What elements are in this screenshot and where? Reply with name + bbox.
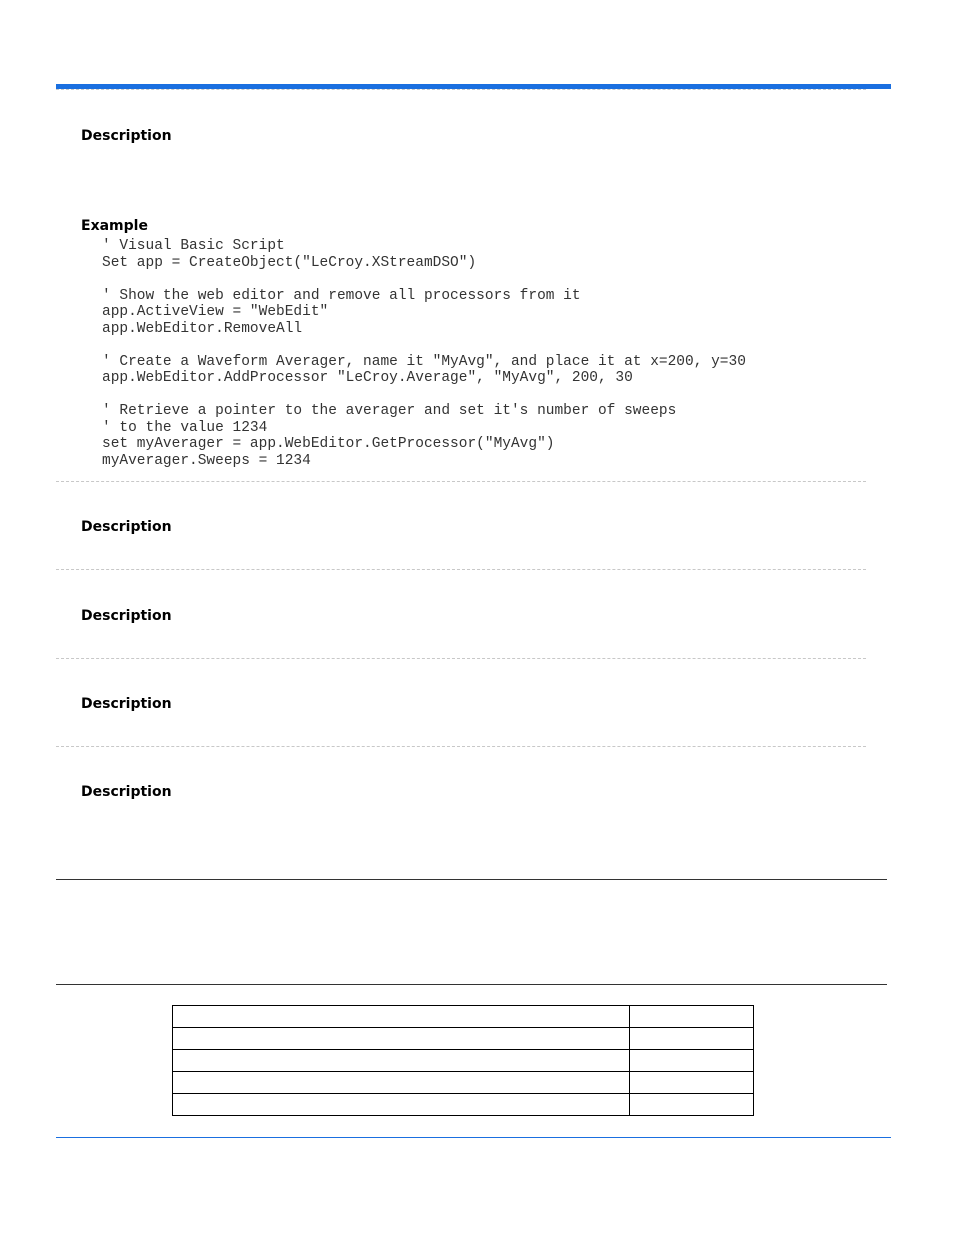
- table-row: [173, 1094, 754, 1116]
- header-dashed-divider: [56, 89, 866, 90]
- dashed-divider: [56, 481, 866, 482]
- footer-rule: [56, 1137, 891, 1138]
- table-row: [173, 1006, 754, 1028]
- table-cell: [173, 1072, 630, 1094]
- table-cell: [630, 1028, 754, 1050]
- section-heading-description: Description: [81, 519, 172, 535]
- section-divider: [56, 984, 887, 985]
- section-heading-description: Description: [81, 128, 172, 144]
- table-cell: [630, 1006, 754, 1028]
- table-cell: [173, 1006, 630, 1028]
- table-cell: [630, 1072, 754, 1094]
- section-heading-description: Description: [81, 696, 172, 712]
- section-heading-description: Description: [81, 608, 172, 624]
- dashed-divider: [56, 746, 866, 747]
- table-cell: [173, 1094, 630, 1116]
- empty-table: [172, 1005, 754, 1116]
- dashed-divider: [56, 569, 866, 570]
- table-row: [173, 1072, 754, 1094]
- section-heading-description: Description: [81, 784, 172, 800]
- table-cell: [173, 1050, 630, 1072]
- table-cell: [173, 1028, 630, 1050]
- table-cell: [630, 1094, 754, 1116]
- code-example: ' Visual Basic Script Set app = CreateObject("LeCroy.XStreamDSO") ' Show the web editor and remove all processors from it app.ActiveView = "WebEdit" app.WebEditor.RemoveAll ' Create a Waveform Averager, name it "MyAvg", and place it at x=200, y=30 app.WebEditor.AddProcessor "LeCroy.Average", "MyAvg", 200, 30 ' Retrieve a pointer to the averager and set it's number of sweeps ' to the value 1234 set myAverager = app.WebEditor.GetProcessor("MyAvg") myAverager.Sweeps = 1234: [102, 238, 746, 469]
- section-heading-example: Example: [81, 218, 148, 234]
- table-row: [173, 1050, 754, 1072]
- table-cell: [630, 1050, 754, 1072]
- section-divider: [56, 879, 887, 880]
- dashed-divider: [56, 658, 866, 659]
- table-row: [173, 1028, 754, 1050]
